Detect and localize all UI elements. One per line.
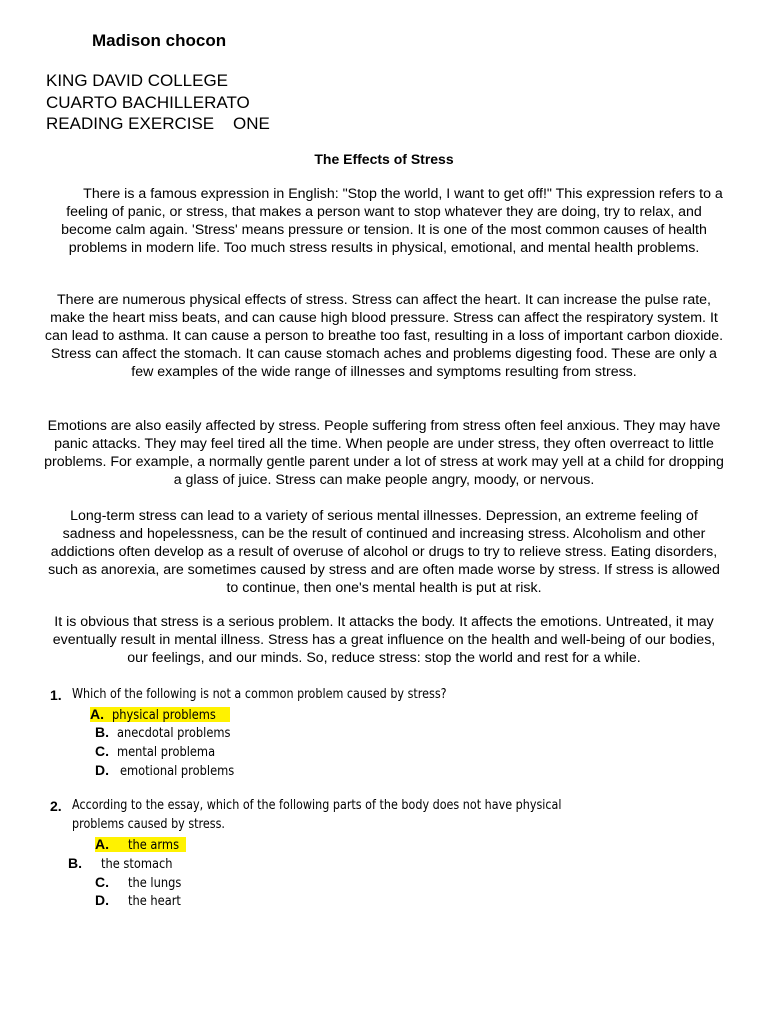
option-letter: C. (95, 874, 109, 890)
school-name: KING DAVID COLLEGE (46, 71, 229, 90)
option-text: mental problema (116, 745, 215, 760)
question-text: According to the essay, which of the following parts of the body does not have physical (72, 798, 562, 813)
essay-paragraph: It is obvious that stress is a serious problem. It attacks the body. It affects the emotions. Untreated, it may eventually result in mental illness. Stress has a great influence on the health and well-being of our bodies, our feelings, and our minds. So, reduce stress: stop the world and rest for a while. (52, 614, 716, 667)
question-number: 2. (50, 798, 62, 814)
answer-option-b (95, 723, 245, 743)
essay-paragraph: Long-term stress can lead to a variety of serious mental illnesses. Depression, an extreme feeling of sadness and hopelessness, can be the result of continued and increasing stress. Alcoholism and other addictions often develop as a result of overuse of alcohol or drugs to try to relieve stress. Eating disorders, such as anorexia, are sometimes caused by stress and are often made worse by stress. If stress is allowed to continue, then one's mental health is put at risk. (48, 508, 720, 597)
option-letter: D. (95, 762, 109, 778)
exercise-label: READING EXERCISE ONE (46, 114, 270, 133)
essay-title: The Effects of Stress (314, 151, 454, 167)
answer-option-c (95, 873, 188, 893)
answer-option-b (68, 854, 182, 874)
question-text-continued: problems caused by stress. (72, 817, 225, 832)
question-text: Which of the following is not a common problem caused by stress? (72, 687, 447, 702)
answer-option-d (95, 761, 250, 781)
option-text: the heart (127, 894, 181, 909)
essay-paragraph: Emotions are also easily affected by stress. People suffering from stress often feel anxious. They may have panic attacks. They may feel tired all the time. When people are under stress, they often overreact to little problems. For example, a normally gentle parent under a lot of stress at work may yell at a child for dropping a glass of juice. Stress can make people angry, moody, or nervous. (44, 418, 724, 489)
option-letter: B. (68, 855, 82, 871)
question-number: 1. (50, 687, 62, 703)
option-text: the arms (127, 838, 179, 853)
grade-level: CUARTO BACHILLERATO (46, 92, 250, 112)
essay-paragraph: There are numerous physical effects of stress. Stress can affect the heart. It can increase the pulse rate, make the heart miss beats, and can cause high blood pressure. Stress can affect the respiratory system. It can lead to asthma. It can cause a person to breathe too fast, resulting in a loss of important carbon dioxide. Stress can affect the stomach. It can cause stomach aches and problems digesting food. These are only a few examples of the wide range of illnesses and symptoms resulting from stress. (44, 292, 724, 381)
answer-option-a (90, 705, 230, 725)
answer-option-d (95, 891, 188, 911)
option-letter: A. (95, 836, 109, 852)
school-header (46, 70, 270, 135)
option-text: anecdotal problems (116, 726, 230, 741)
option-letter: A. (90, 706, 104, 722)
answer-option-a (95, 835, 186, 855)
option-letter: D. (95, 892, 109, 908)
option-letter: B. (95, 724, 109, 740)
answer-highlight (90, 707, 230, 722)
option-letter: C. (95, 743, 109, 759)
option-text: the lungs (127, 876, 182, 891)
essay-paragraph: There is a famous expression in English: "Stop the world, I want to get off!" This expression refers to a feeling of panic, or stress, that makes a person want to stop whatever they are doing, try to relax, and become calm again. 'Stress' means pressure or tension. It is one of the most common causes of health problems in modern life. Too much stress results in physical, emotional, and mental health problems. (61, 186, 723, 257)
answer-option-c (95, 742, 228, 762)
option-text: emotional problems (120, 764, 235, 779)
option-text: physical problems (111, 708, 216, 723)
answer-highlight (95, 837, 186, 852)
author-name: Madison chocon (92, 31, 227, 50)
option-text: the stomach (100, 857, 173, 872)
